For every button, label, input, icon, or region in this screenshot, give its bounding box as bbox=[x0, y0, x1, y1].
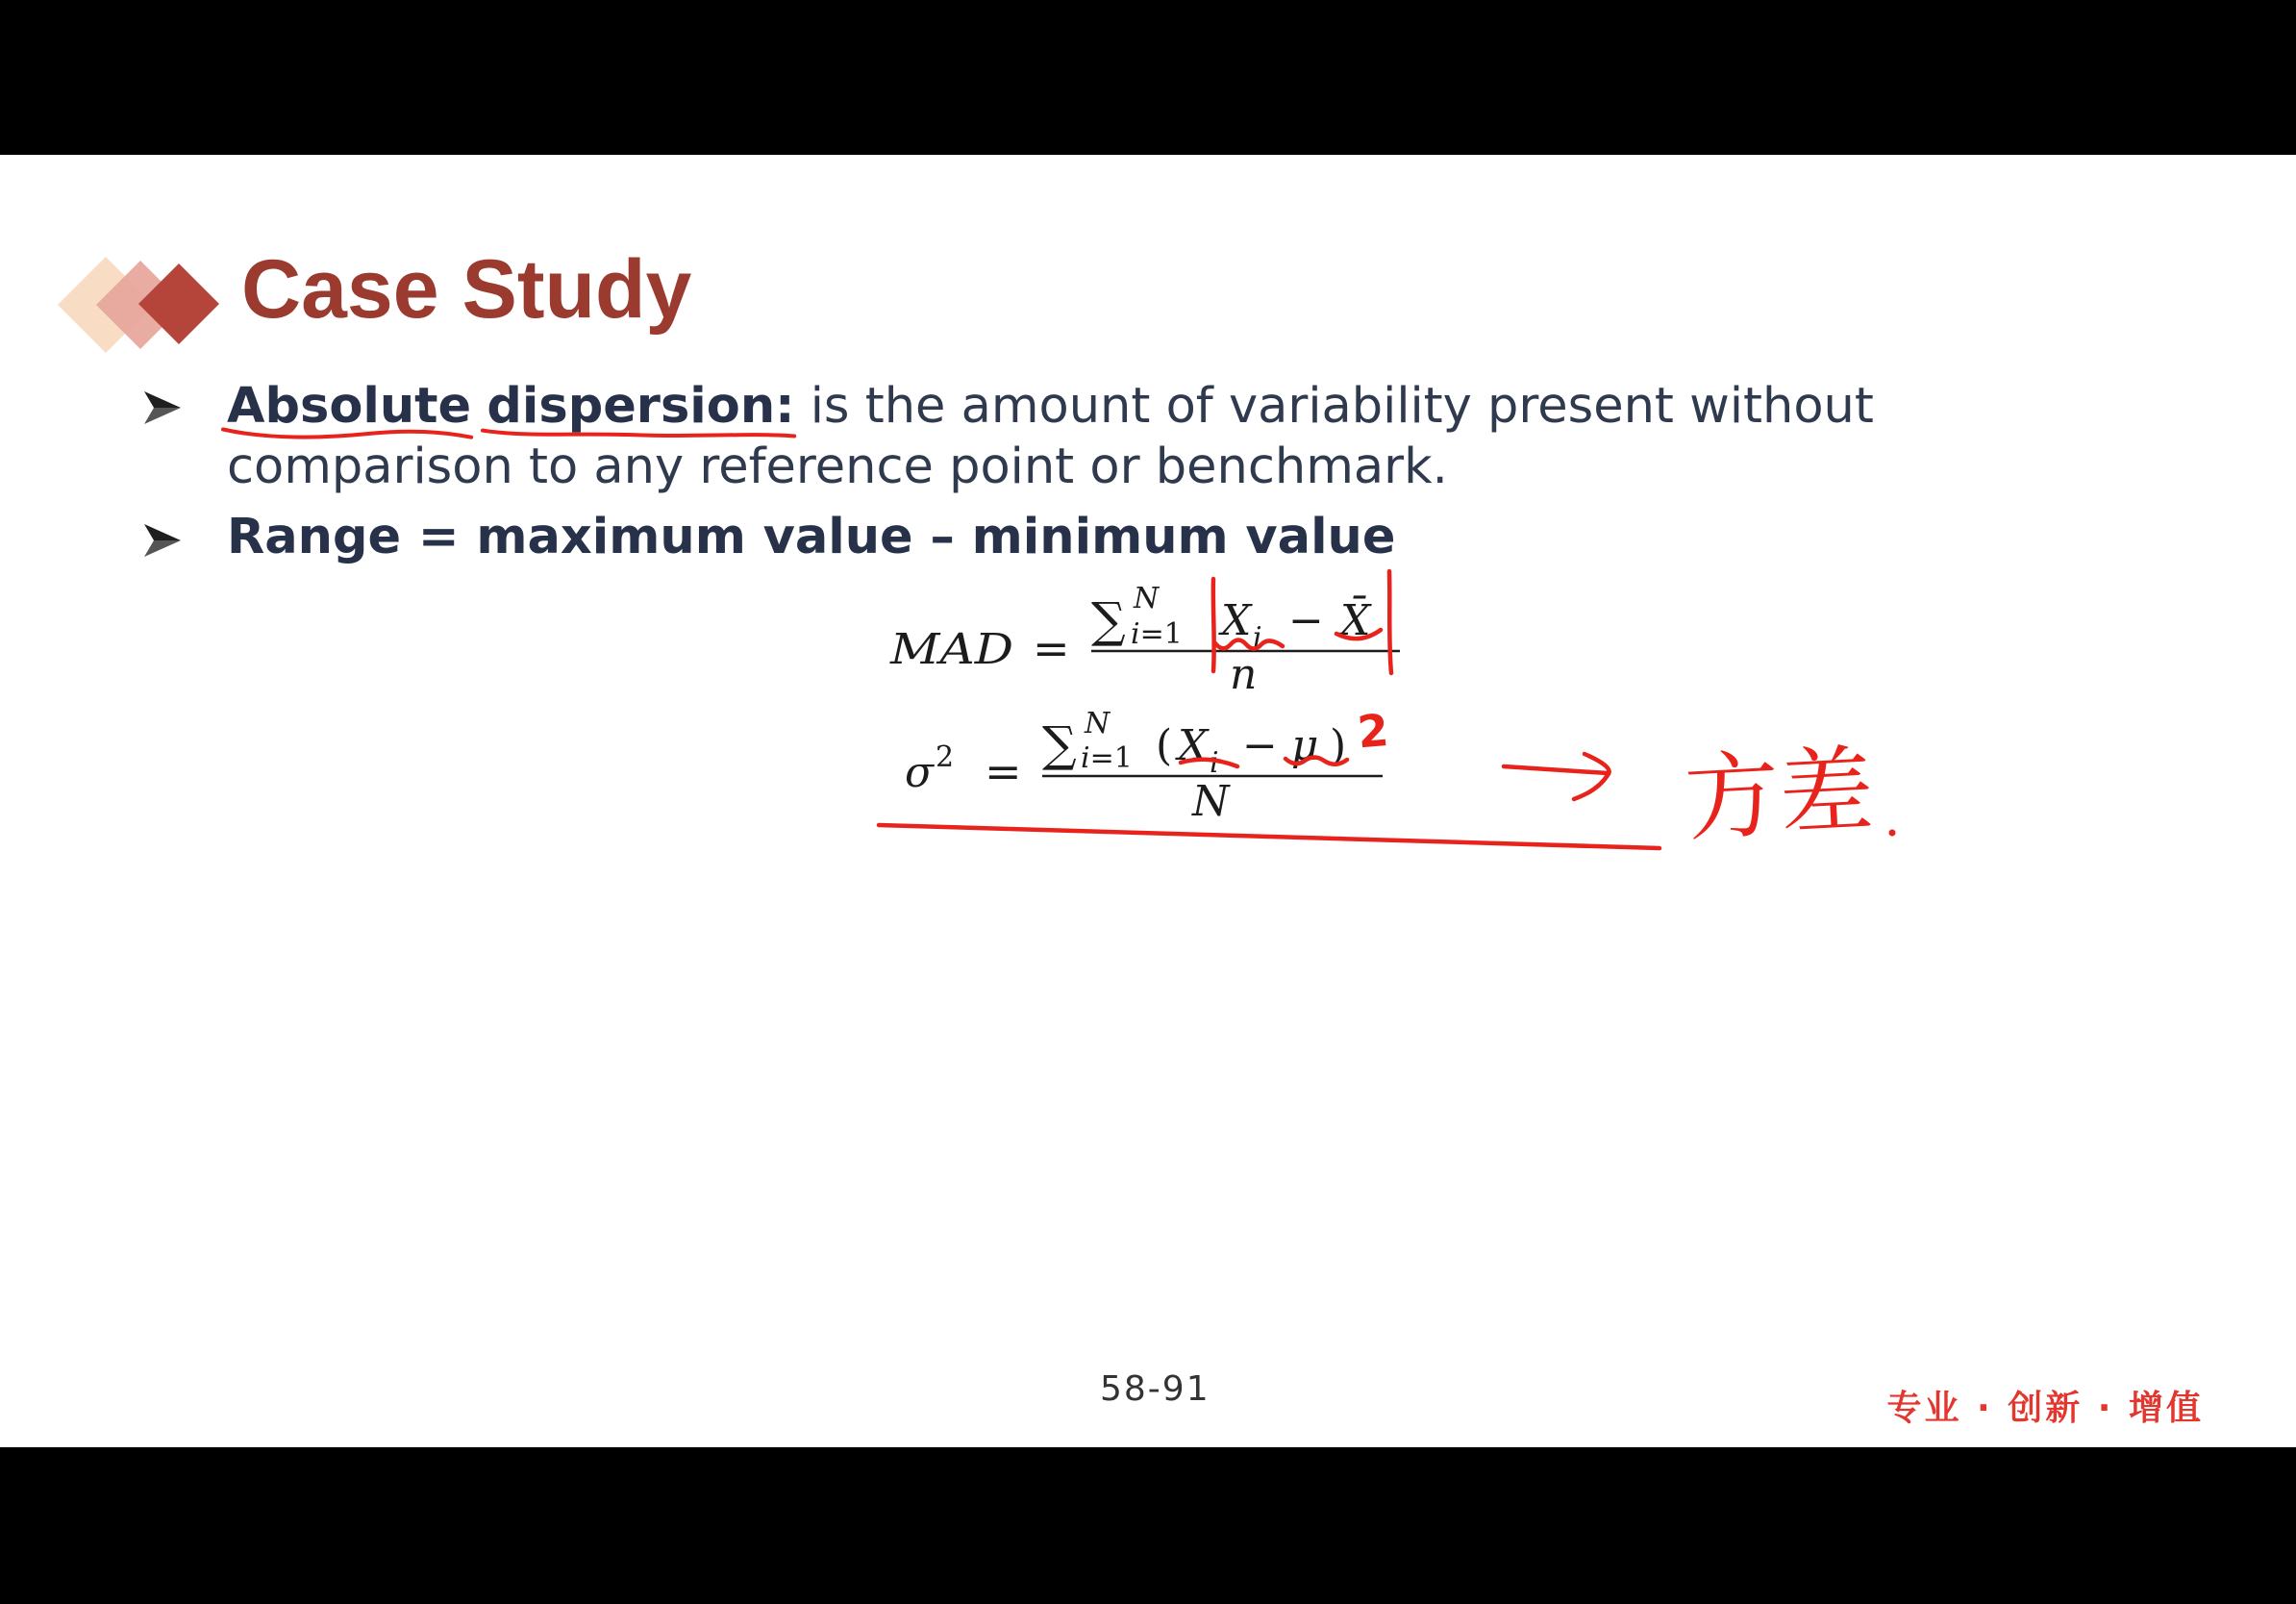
variance-term-var: X bbox=[1178, 721, 1209, 770]
mad-minus: − bbox=[1288, 596, 1324, 645]
footer-slogan-logo: 专业 · 创新 · 增值 bbox=[1886, 1389, 2204, 1428]
mad-lhs: MAD bbox=[888, 625, 1013, 674]
slide-title: Case Study bbox=[241, 243, 692, 336]
mad-sum-upper: N bbox=[1134, 582, 1160, 615]
mad-term-var: X bbox=[1221, 596, 1252, 645]
formula-underline bbox=[879, 825, 1660, 848]
variance-lhs: σ bbox=[905, 748, 935, 797]
mad-denominator: n bbox=[1230, 650, 1258, 699]
handwritten-label: 方差 bbox=[1682, 735, 1877, 856]
mad-sum-lower bbox=[1131, 617, 1183, 651]
variance-open-paren: ( bbox=[1156, 721, 1173, 770]
term-word-text: Absolute bbox=[227, 378, 472, 435]
mad-sum-lower-var: i bbox=[1131, 617, 1140, 651]
variance-minus: − bbox=[1242, 721, 1278, 770]
red-ink-annotations bbox=[879, 571, 1896, 855]
variance-denominator: N bbox=[1192, 777, 1230, 826]
variance-equals: = bbox=[985, 745, 1022, 797]
variance-sum-symbol: ∑ bbox=[1042, 716, 1077, 772]
variance-sum-lower-var: i bbox=[1081, 741, 1090, 775]
variance-mean: μ bbox=[1291, 721, 1319, 770]
variance-sum-lower-rest: =1 bbox=[1089, 741, 1133, 775]
handwritten-exponent: 2 bbox=[1355, 703, 1391, 759]
term-word-text: dispersion: bbox=[487, 378, 795, 435]
variance-sum-upper: N bbox=[1085, 707, 1111, 740]
mad-equals: = bbox=[1033, 622, 1070, 674]
variance-formula bbox=[905, 707, 1383, 826]
page-number: 58-91 bbox=[1100, 1369, 1210, 1409]
mad-formula bbox=[889, 582, 1400, 699]
variance-term-sub: i bbox=[1210, 746, 1219, 780]
variance-sum-lower bbox=[1081, 741, 1133, 775]
bullet-definition-text: is the amount of variability present without comparison to any reference point or benchmark. bbox=[227, 378, 1874, 495]
mad-mean: X̄ bbox=[1340, 596, 1371, 645]
bullet-range: Range = maximum value – minimum value bbox=[227, 509, 1396, 565]
mad-sum-symbol: ∑ bbox=[1091, 592, 1126, 648]
absolute-bar-right bbox=[1389, 571, 1391, 673]
ink-dot bbox=[1889, 830, 1896, 837]
mad-sum-lower-rest: =1 bbox=[1139, 617, 1183, 651]
arrow-icon bbox=[1504, 754, 1610, 799]
mad-term-sub: i bbox=[1253, 621, 1262, 655]
variance-lhs-sup: 2 bbox=[936, 740, 955, 774]
absolute-bar-left bbox=[1213, 579, 1214, 671]
variance-close-paren: ) bbox=[1330, 721, 1347, 770]
